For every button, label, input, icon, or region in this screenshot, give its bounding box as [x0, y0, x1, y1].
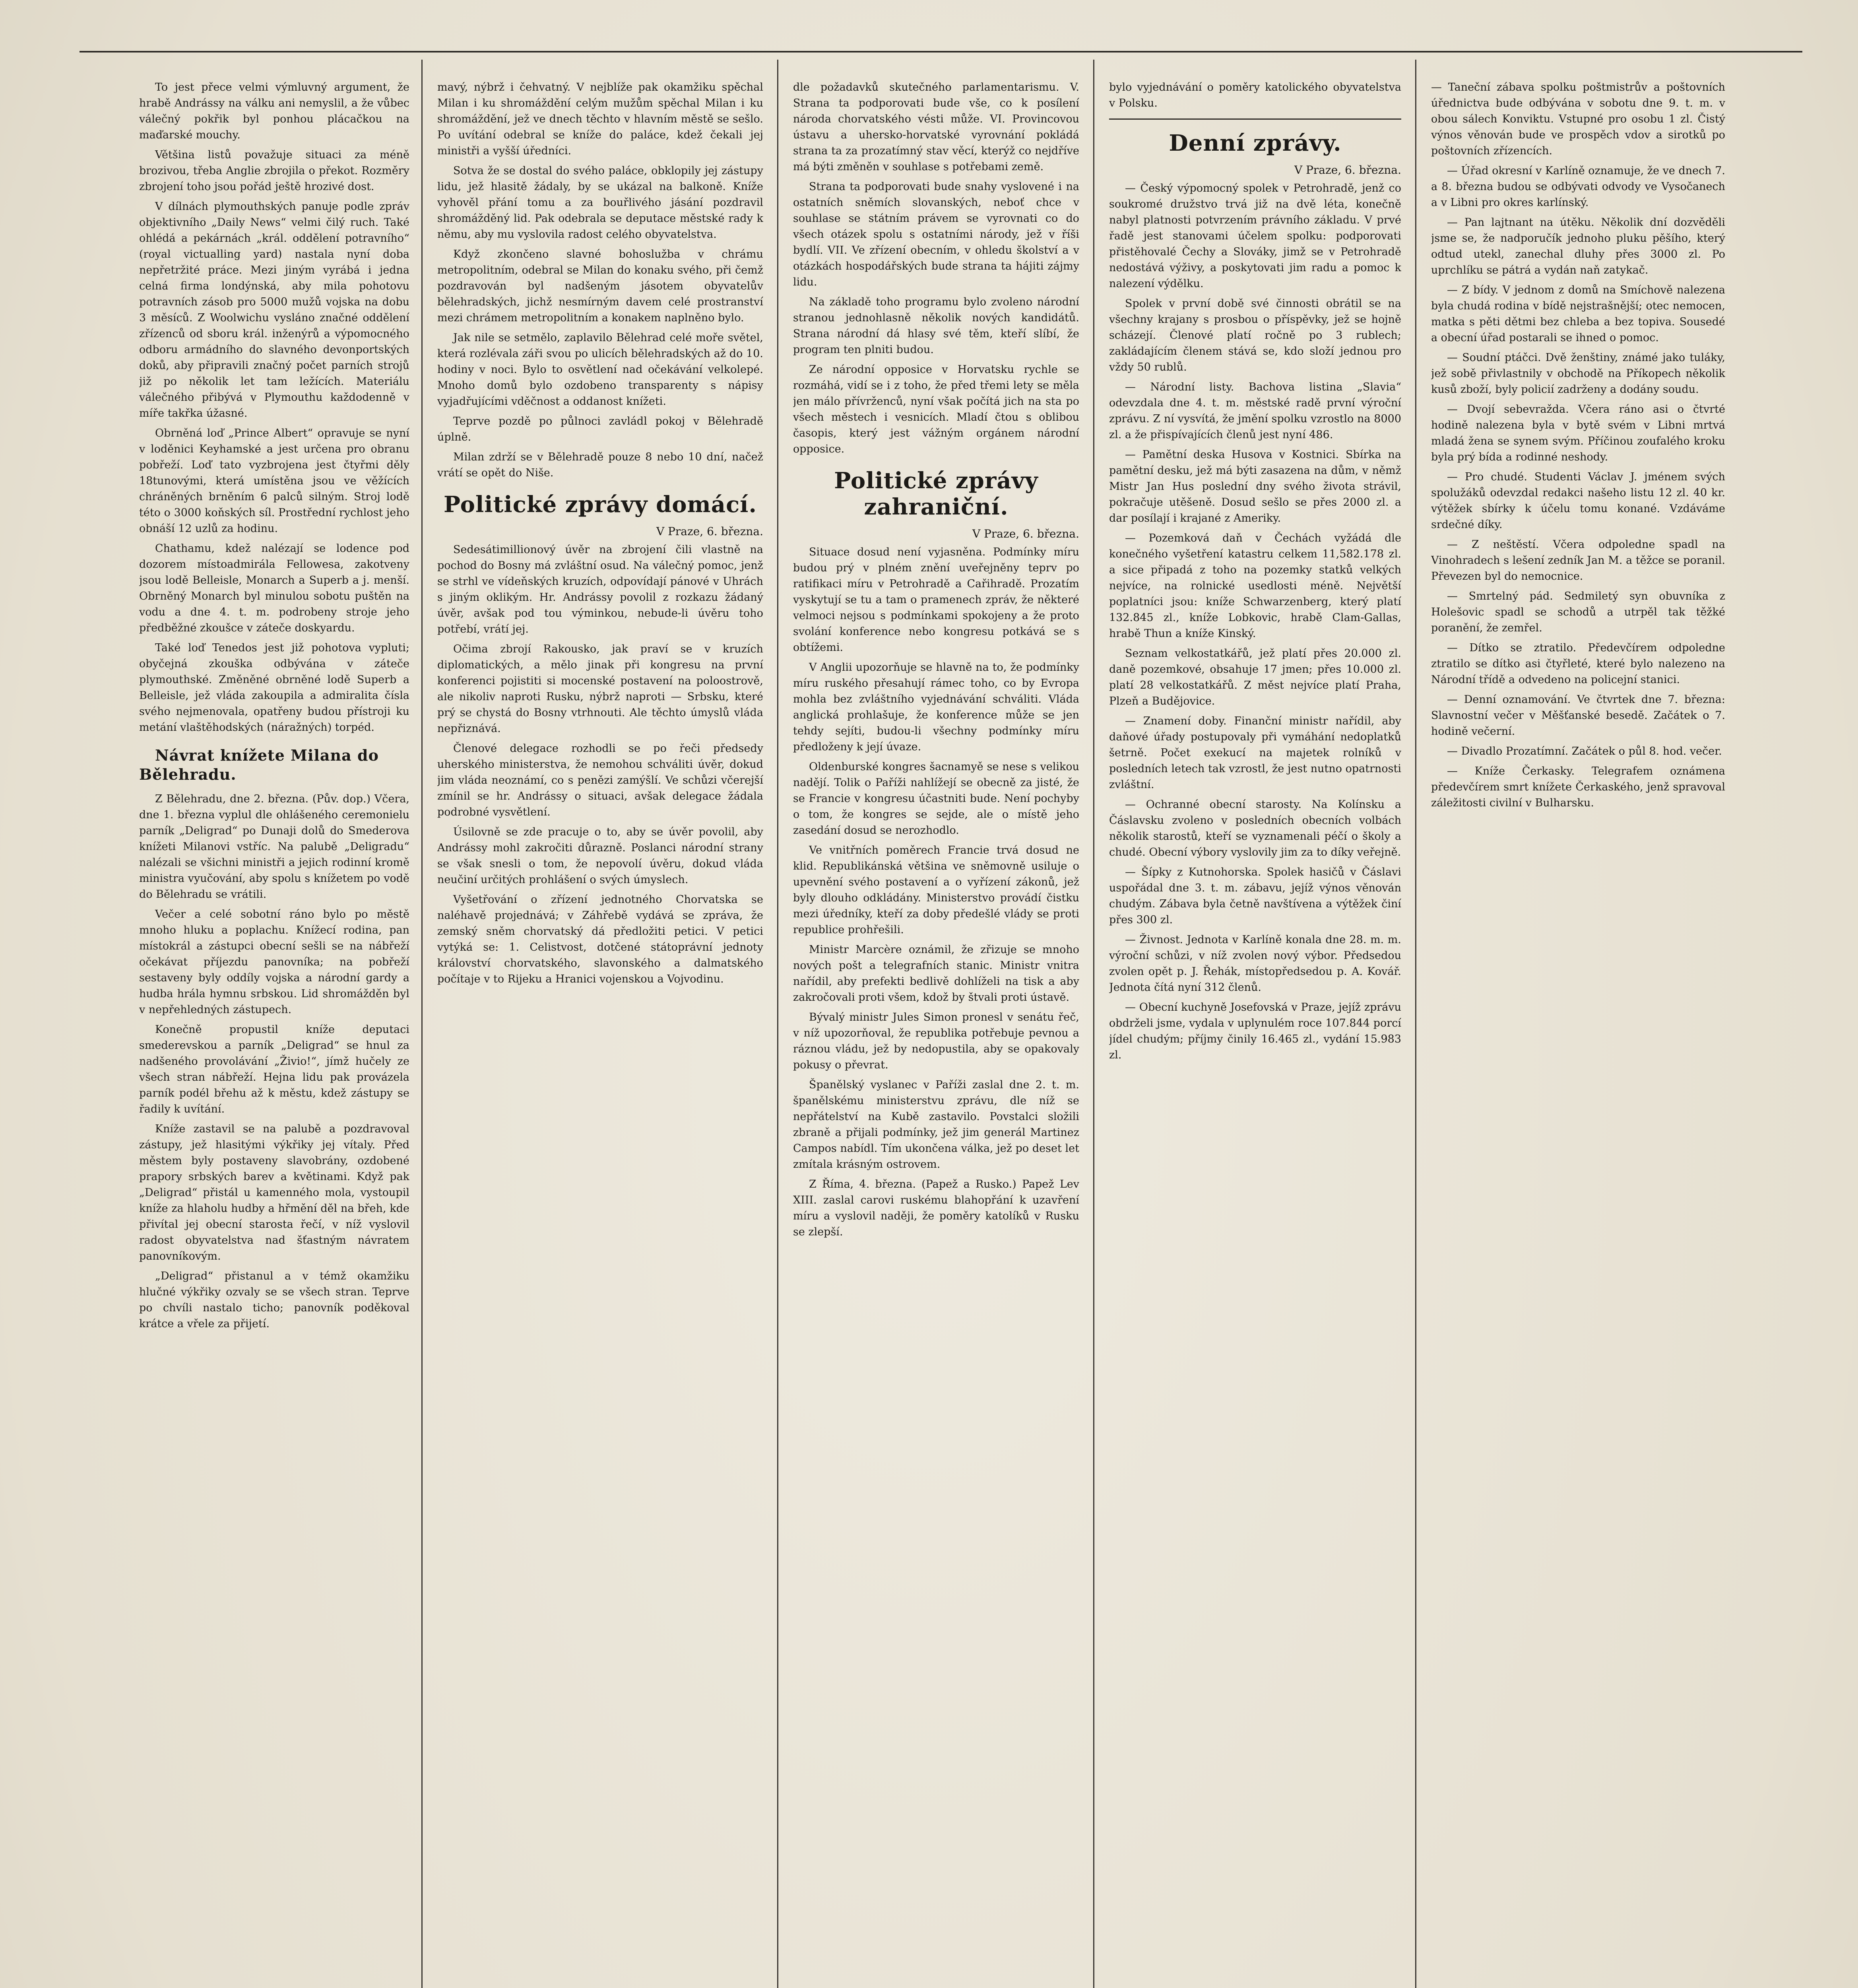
article-paragraph: — Kníže Čerkasky. Telegrafem oznámena předevčírem smrt knížete Čerkaského, jenž spravoval záležitosti civilní v Bulharsku. [1431, 765, 1725, 809]
section-heading: Politické zprávy domácí. [444, 491, 757, 518]
dateline: V Praze, 6. března. [972, 527, 1079, 540]
article-paragraph: — Pro chudé. Studenti Václav J. jménem svých spolužáků odevzdal redakci našeho listu 12 zl. 40 kr. výtěžek sbírky k účelu tomu konané. Vzdáváme srdečné díky. [1431, 471, 1725, 531]
article-paragraph: Španělský vyslanec v Paříži zaslal dne 2. t. m. španělskému ministerstvu zprávu, dle níž se nepřátelství na Kubě zastavilo. Povstalci složili zbraně a přijali podmínky, jež jim generál Martinez Campos nabídl. Tím ukončena válka, jež po deset let zmítala krásným ostrovem. [793, 1079, 1079, 1171]
column-5 [1431, 80, 1725, 1988]
article-paragraph: Sotva že se dostal do svého paláce, obklopily jej zástupy lidu, jež hlasitě žádaly, by se ukázal na balkoně. Kníže vyhověl přání tomu a za bouřlivého jásání pozdravil shromážděný lid. Pak odebrala se deputace městské rady k němu, aby mu vyslovila radost celého obyvatelstva. [437, 165, 763, 241]
dateline: V Praze, 6. března. [1294, 163, 1401, 177]
column-3 [793, 80, 1079, 1988]
article-paragraph: Sedesátimillionový úvěr na zbrojení čili vlastně na pochod do Bosny má zvláštní osud. Na válečný pomoc, jenž se strhl ve vídeňských kruzích, odpovídají pánové v Uhrách s jiným oklikým. Hr. Andrássy povolil z rozkazu žádaný úvěr, avšak pod tou výminkou, nebude-li úvěru toho potřebí, vrátí jej. [437, 544, 763, 635]
article-paragraph: Úsilovně se zde pracuje o to, aby se úvěr povolil, aby Andrássy mohl zakročiti důrazně. Poslanci národní strany se však snesli o tom, že nepovolí úvěru, dokud vláda neučiní určitých prohlášení o svých úmyslech. [437, 826, 763, 886]
article-paragraph: Teprve pozdě po půlnoci zavládl pokoj v Bělehradě úplně. [437, 415, 763, 443]
article-paragraph: Také loď Tenedos jest již pohotova vypluti; obyčejná zkouška odbývána v záteče plymouthské. Změněné obrněné lodě Superb a Belleisle, jež vláda zakoupila a admiralita čísla svého nejmenovala, opatřeny budou přístroji ku metání vlaštěhodských (náražných) torpéd. [139, 642, 409, 734]
article-paragraph: Situace dosud není vyjasněna. Podmínky míru budou prý v plném znění uveřejněny teprv po ratifikaci míru v Petrohradě a Cařihradě. Prozatím vyskytují se tu a tam o pramenech zpráv, že některé velmoci nejsou s podmínkami spokojeny a že proto svolání konference nebo kongresu potkává se s obtížemi. [793, 546, 1079, 654]
article-paragraph: Ze národní opposice v Horvatsku rychle se rozmáhá, vidí se i z toho, že před třemi lety se měla jen málo přívrženců, nyní však počítá jich na sta po všech městech i vesnicích. Mladí čtou s oblibou časopis, který jest vážným orgánem národní opposice. [793, 363, 1079, 455]
article-paragraph: — Dítko se ztratilo. Předevčírem odpoledne ztratilo se dítko asi čtyřleté, které bylo nalezeno na Národní třídě a odvedeno na policejní stanici. [1431, 642, 1725, 686]
column-divider [1415, 60, 1416, 1988]
article-paragraph: Večer a celé sobotní ráno bylo po městě mnoho hluku a poplachu. Knížecí rodina, pan místokrál a zástupci obecní sešli se na nábřeží očekávat příjezdu panovníka; na pobřeží sestaveny byly oddíly vojska a národní gardy a hudba hrála hymnu srbskou. Lid shromážděn byl v nepřehledných zástupech. [139, 908, 409, 1016]
article-paragraph: Ministr Marcère oznámil, že zřizuje se mnoho nových pošt a telegrafních stanic. Ministr vnitra nařídil, aby prefekti bedlivě dohlíželi na tisk a aby zakročovali proti všem, kdož by štvali proti ústavě. [793, 944, 1079, 1004]
section-rule [1109, 118, 1401, 120]
article-paragraph: dle požadavků skutečného parlamentarismu. V. Strana ta podporovati bude vše, co k posílení národa chorvatského vésti může. VI. Provincovou ústavu a uhersko-horvatské vyrovnání pokládá strana ta za prozatímný stav věcí, kterýž co nejdříve má býti změněn v souhlase s potřebami země. [793, 81, 1079, 173]
article-paragraph: — Znamení doby. Finanční ministr nařídil, aby daňové úřady postupovaly při vymáhání nedoplatků šetrně. Počet exekucí na majetek rolníků v posledních letech tak vzrostl, že jest nutno opatrnosti zvláštní. [1109, 715, 1401, 791]
column-4 [1109, 80, 1401, 1988]
article-paragraph: Obrněná loď „Prince Albert“ opravuje se nyní v loděnici Keyhamské a jest určena pro obranu pobřeží. Loď tato vyzbrojena jest čtyřmi děly 18tunovými, která umístěna jsou ve věžících chráněných brněním 6 palců silným. Stroj lodě této o 3000 koňských síl. Prostřední rychlost jeho obnáší 12 uzlů za hodinu. [139, 427, 409, 535]
article-paragraph: mavý, nýbrž i čehvatný. V nejblíže pak okamžiku spěchal Milan i ku shromáždění celým mužům spěchal Milan i ku shromáždění, jež ve dnech těchto v hlavním městě se sešlo. Po uvítání odebral se kníže do paláce, kdež čekali jej ministři a vyšší úředníci. [437, 81, 763, 157]
article-paragraph: — Soudní ptáčci. Dvě ženštiny, známé jako tuláky, jež sobě přivlastnily v obchodě na Příkopech několik kusů zboží, byly policií zadrženy a dodány soudu. [1431, 351, 1725, 396]
article-paragraph: — Pan lajtnant na útěku. Několik dní dozvěděli jsme se, že nadporučík jednoho pluku pěšího, který odtud utekl, zanechal dluhy přes 3000 zl. Po uprchlíku se pátrá a vydán naň zatykač. [1431, 216, 1725, 276]
article-paragraph: Vyšetřování o zřízení jednotného Chorvatska se naléhavě projednává; v Záhřebě vydává se zpráva, že zemský sněm chorvatský dá předložiti petici. V petici vytýká se: 1. Celistvost, dotčené státoprávní jednoty království chorvatského, slavonského a dalmatského počítaje v to Rijeku a Hranici vojenskou a Vojvodinu. [437, 893, 763, 985]
article-paragraph: — Český výpomocný spolek v Petrohradě, jenž co soukromé družstvo trvá již na dvě léta, konečně nabyl platnosti potvrzením právního základu. V prvé řadě jest stanovami účelem spolku: podporovati přistěhovalé Čechy a Slováky, jimž se v Petrohradě nedostává výživy, a poskytovati jim radu a pomoc k nalezení výdělku. [1109, 182, 1401, 290]
article-paragraph: Ve vnitřních poměrech Francie trvá dosud ne klid. Republikánská většina ve sněmovně usiluje o upevnění svého postavení a o vyřízení zákonů, jež byly dlouho odkládány. Ministerstvo provádí čistku mezi úředníky, kteří za doby předešlé vlády se proti republice prohřešili. [793, 844, 1079, 936]
section-heading: Návrat knížete Milana do Bělehradu. [139, 746, 379, 783]
article-paragraph: — Obecní kuchyně Josefovská v Praze, jejíž zprávu obdrželi jsme, vydala v uplynulém roce 107.844 porcí jídel chudým; příjmy činily 16.465 zl., vydání 15.983 zl. [1109, 1001, 1401, 1061]
article-paragraph: To jest přece velmi výmluvný argument, že hrabě Andrássy na válku ani nemyslil, a že vůbec válečný pokřik byl ponhou plácačkou na maďarské mouchy. [139, 81, 409, 141]
article-paragraph: — Denní oznamování. Ve čtvrtek dne 7. března: Slavnostní večer v Měšťanské besedě. Začátek o 7. hodině večerní. [1431, 693, 1725, 738]
article-paragraph: Jak nile se setmělo, zaplavilo Bělehrad celé moře světel, která rozlévala záři svou po ulicích bělehradských až do 10. hodiny v noci. Bylo to osvětlení nad očekávání velkolepé. Mnoho domů bylo ozdobeno transparenty s nápisy vyjadřujícími vděčnost a oddanost knížeti. [437, 332, 763, 408]
section-heading: Denní zprávy. [1169, 130, 1342, 156]
article-paragraph: Kníže zastavil se na palubě a pozdravoval zástupy, jež hlasitými výkřiky jej vítaly. Před městem byly postaveny slavobrány, ozdobené prapory srbských barev a květinami. Když pak „Deligrad“ přistál u kamenného mola, vystoupil kníže za hlaholu hudby a hřmění děl na břeh, kde přivítal jej obecní starosta řečí, v níž vyslovil radost obyvatelstva nad šťastným návratem panovníkovým. [139, 1123, 409, 1262]
article-paragraph: Většina listů považuje situaci za méně brozivou, třeba Anglie zbrojila o překot. Rozměry zbrojení toho jsou pořád ještě hrozivé dost. [139, 149, 409, 193]
article-paragraph: — Šípky z Kutnohorska. Spolek hasičů v Čáslavi uspořádal dne 3. t. m. zábavu, jejíž výnos věnován chudým. Zábava byla četně navštívena a výtěžek činí přes 300 zl. [1109, 866, 1401, 926]
article-paragraph: Očima zbrojí Rakousko, jak praví se v kruzích diplomatických, a mělo jinak při kongresu na první konferenci pojistiti si mocenské postavení na poloostrově, ale nikoliv naproti Rusku, nýbrž naproti — Srbsku, které prý se chystá do Bosny vtrhnouti. Ale těchto úmyslů vláda nepřiznává. [437, 643, 763, 735]
article-paragraph: — Národní listy. Bachova listina „Slavia“ odevzdala dne 4. t. m. městské radě první výroční zprávu. Z ní vysvítá, že jmění spolku vzrostlo na 8000 zl. a že přispívajících členů jest nyní 486. [1109, 381, 1401, 441]
article-paragraph: Chathamu, kdež nalézají se lodence pod dozorem místoadmirála Fellowesa, zakotveny jsou lodě Belleisle, Monarch a Superb a j. menší. Obrněný Monarch byl minulou sobotu puštěn na vodu a dne 4. t. m. podrobeny stroje jeho předběžné zkoušce v záteče doskyardu. [139, 542, 409, 634]
article-paragraph: Z Říma, 4. března. (Papež a Rusko.) Papež Lev XIII. zaslal carovi ruskému blahopřání k uzavření míru a vyslovil naději, že poměry katolíků v Rusku se zlepší. [793, 1178, 1079, 1238]
article-paragraph: Konečně propustil kníže deputaci smederevskou a parník „Deligrad“ se hnul za nadšeného provolávání „Živio!“, jímž hučely ze všech stran nábřeží. Hejna lidu pak provázela parník podél břehu až k městu, kdež zástupy se řadily k uvítání. [139, 1023, 409, 1115]
article-paragraph: — Pamětní deska Husova v Kostnici. Sbírka na pamětní desku, jež má býti zasazena na dům, v němž Mistr Jan Hus poslední dny svého života strávil, pokračuje utěšeně. Dosud sešlo se přes 2000 zl. a dar posílají i krajané z Ameriky. [1109, 448, 1401, 524]
article-paragraph: — Úřad okresní v Karlíně oznamuje, že ve dnech 7. a 8. března budou se odbývati odvody ve Vysočanech a v Libni pro okres karlínský. [1431, 165, 1725, 209]
article-paragraph: V Anglii upozorňuje se hlavně na to, že podmínky míru ruského přesahují rámec toho, co by Evropa mohla bez zvláštního vyjednávání schváliti. Vláda anglická prohlašuje, že konference může se jen tehdy sejíti, budou-li všechny podmínky míru předloženy k její úvaze. [793, 661, 1079, 753]
column-1 [139, 80, 409, 1988]
article-paragraph: — Dvojí sebevražda. Včera ráno asi o čtvrté hodině nalezena byla v bytě svém v Libni mrtvá mladá žena se synem svým. Příčinou zoufalého kroku byla prý bída a rodinné neshody. [1431, 403, 1725, 463]
article-paragraph: V dílnách plymouthských panuje podle zpráv objektivního „Daily News“ velmi čilý ruch. Také ohlédá a pekárnách „král. oddělení potravního“ (royal victualling yard) nastala nyní doba nepřetržité práce. Mezi jiným vyrábá i jedna celná firma londýnská, aby mila pohotovu potravních zásob pro 5000 mužů vojska na dobu 3 měsíců. Z Woolwichu vysláno značné oddělení zřízenců od sboru král. inženýrů a výpomocného odboru armádního do slavného devonportských doků, aby připravili značný počet parních strojů již po několik let tam ležících. Materiálu válečného přibývá v Plymouthu každodenně v míře takřka úžasné. [139, 200, 409, 419]
article-paragraph: Členové delegace rozhodli se po řeči předsedy uherského ministerstva, že nemohou schváliti úvěr, dokud jim vláda neoznámí, co s penězi zamýšlí. Ve schůzi včerejší zmínil se hr. Andrássy o situaci, avšak delegace žádala podrobné vysvětlení. [437, 742, 763, 818]
article-paragraph: Z Bělehradu, dne 2. března. (Pův. dop.) Včera, dne 1. března vyplul dle ohlášeného ceremonielu parník „Deligrad“ po Dunaji dolů do Smederova knížeti Milanovi vstříc. Na palubě „Deligradu“ nalézali se všichni ministři a jejich rodinní kromě ministra vyučování, aby spolu s knížetem po vodě do Bělehradu se vrátili. [139, 793, 409, 901]
section-heading: Politické zprávy zahraniční. [834, 468, 1038, 520]
column-divider [1093, 60, 1094, 1988]
article-paragraph: Na základě toho programu bylo zvoleno národní stranou jednohlasně několik nových kandidátů. Strana národní dá hlasy své těm, kteří slíbí, že program ten plniti budou. [793, 296, 1079, 356]
article-paragraph: — Živnost. Jednota v Karlíně konala dne 28. m. m. výroční schůzi, v níž zvolen nový výbor. Předsedou zvolen opět p. J. Řehák, místopředsedou p. A. Kovář. Jednota čítá nyní 312 členů. [1109, 934, 1401, 994]
article-paragraph: — Pozemková daň v Čechách vyžádá dle konečného vyšetření katastru celkem 11,582.178 zl. a sice připadá z toho na pozemky statků velkých nejvíce, na rolnické usedlosti méně. Největší poplatníci jsou: kníže Schwarzenberg, který platí 132.845 zl., kníže Lobkovic, hrabě Clam-Gallas, hrabě Thun a kníže Kinský. [1109, 532, 1401, 640]
article-paragraph: — Divadlo Prozatímní. Začátek o půl 8. hod. večer. [1447, 745, 1722, 757]
article-paragraph: Seznam velkostatkářů, jež platí přes 20.000 zl. daně pozemkové, obsahuje 17 jmen; přes 10.000 zl. platí 28 velkostatkářů. Z měst nejvíce platí Praha, Plzeň a Budějovice. [1109, 647, 1401, 707]
article-paragraph: Strana ta podporovati bude snahy vyslovené i na ostatních sněmích slovanských, neboť chce v souhlase se státním právem se vyrovnati co do všech otázek spolu s ostatními národy, jež v říši bydlí. VII. Ve zřízení obecním, v ohledu školství a v otázkách hospodářských bude strana ta hájiti zájmy lidu. [793, 181, 1079, 288]
article-paragraph: Milan zdrží se v Bělehradě pouze 8 nebo 10 dní, načež vrátí se opět do Niše. [437, 451, 763, 479]
column-divider [421, 60, 423, 1988]
article-paragraph: Bývalý ministr Jules Simon pronesl v senátu řeč, v níž upozorňoval, že republika potřebuje pevnou a ráznou vládu, jež by nedopustila, aby se opakovaly pokusy o převrat. [793, 1011, 1079, 1071]
top-rule [80, 51, 1802, 52]
article-paragraph: — Z neštěstí. Včera odpoledne spadl na Vinohradech s lešení zedník Jan M. a těžce se poranil. Převezen byl do nemocnice. [1431, 538, 1725, 582]
article-paragraph: Když zkončeno slavné bohoslužba v chrámu metropolitním, odebral se Milan do konaku svého, při čemž pozdravován byl nadšeným jásotem obyvatelův bělehradských, jichž nesmírným davem celé prostranství mezi chrámem metropolitním a konakem naplněno bylo. [437, 248, 763, 324]
article-paragraph: — Ochranné obecní starosty. Na Kolínsku a Čáslavsku zvoleno v posledních obecních volbách několik starostů, kteří se vyznamenali péčí o školy a chudé. Obecní výbory vyslovily jim za to díky veřejně. [1109, 798, 1401, 858]
column-divider [777, 60, 778, 1988]
article-paragraph: „Deligrad“ přistanul a v témž okamžiku hlučné výkřiky ozvaly se se všech stran. Teprve po chvíli nastalo ticho; panovník poděkoval krátce a vřele za přijetí. [139, 1270, 409, 1330]
article-paragraph: — Smrtelný pád. Sedmiletý syn obuvníka z Holešovic spadl se schodů a utrpěl tak těžké poranění, že zemřel. [1431, 590, 1725, 634]
dateline: V Praze, 6. března. [656, 525, 763, 538]
column-2 [437, 80, 763, 1988]
article-paragraph: — Z bídy. V jednom z domů na Smíchově nalezena byla chudá rodina v bídě nejstrašnější; otec nemocen, matka s pěti dětmi bez chleba a bez topiva. Sousedé a obecní úřad postarali se ihned o pomoc. [1431, 284, 1725, 344]
article-paragraph: bylo vyjednávání o poměry katolického obyvatelstva v Polsku. [1109, 81, 1401, 109]
article-paragraph: — Taneční zábava spolku poštmistrův a poštovních úřednictva bude odbývána v sobotu dne 9. t. m. v obou sálech Konviktu. Vstupné pro osobu 1 zl. Čistý výnos věnován bude ve prospěch vdov a sirotků po poštovních zřízencích. [1431, 81, 1725, 157]
article-paragraph: Spolek v první době své činnosti obrátil se na všechny krajany s prosbou o příspěvky, jež se hojně scházejí. Členové platí ročně po 3 rublech; zakládajícím členem stává se, kdo složí jednou pro vždy 50 rublů. [1109, 297, 1401, 373]
article-paragraph: Oldenburské kongres šacnamyě se nese s velikou nadějí. Tolik o Paříži nahlížejí se obecně za jisté, že se Francie v kongresu účastniti bude. Není pochyby o tom, že kongres se sejde, ale o místě jeho zasedání dosud se nerozhodlo. [793, 761, 1079, 837]
